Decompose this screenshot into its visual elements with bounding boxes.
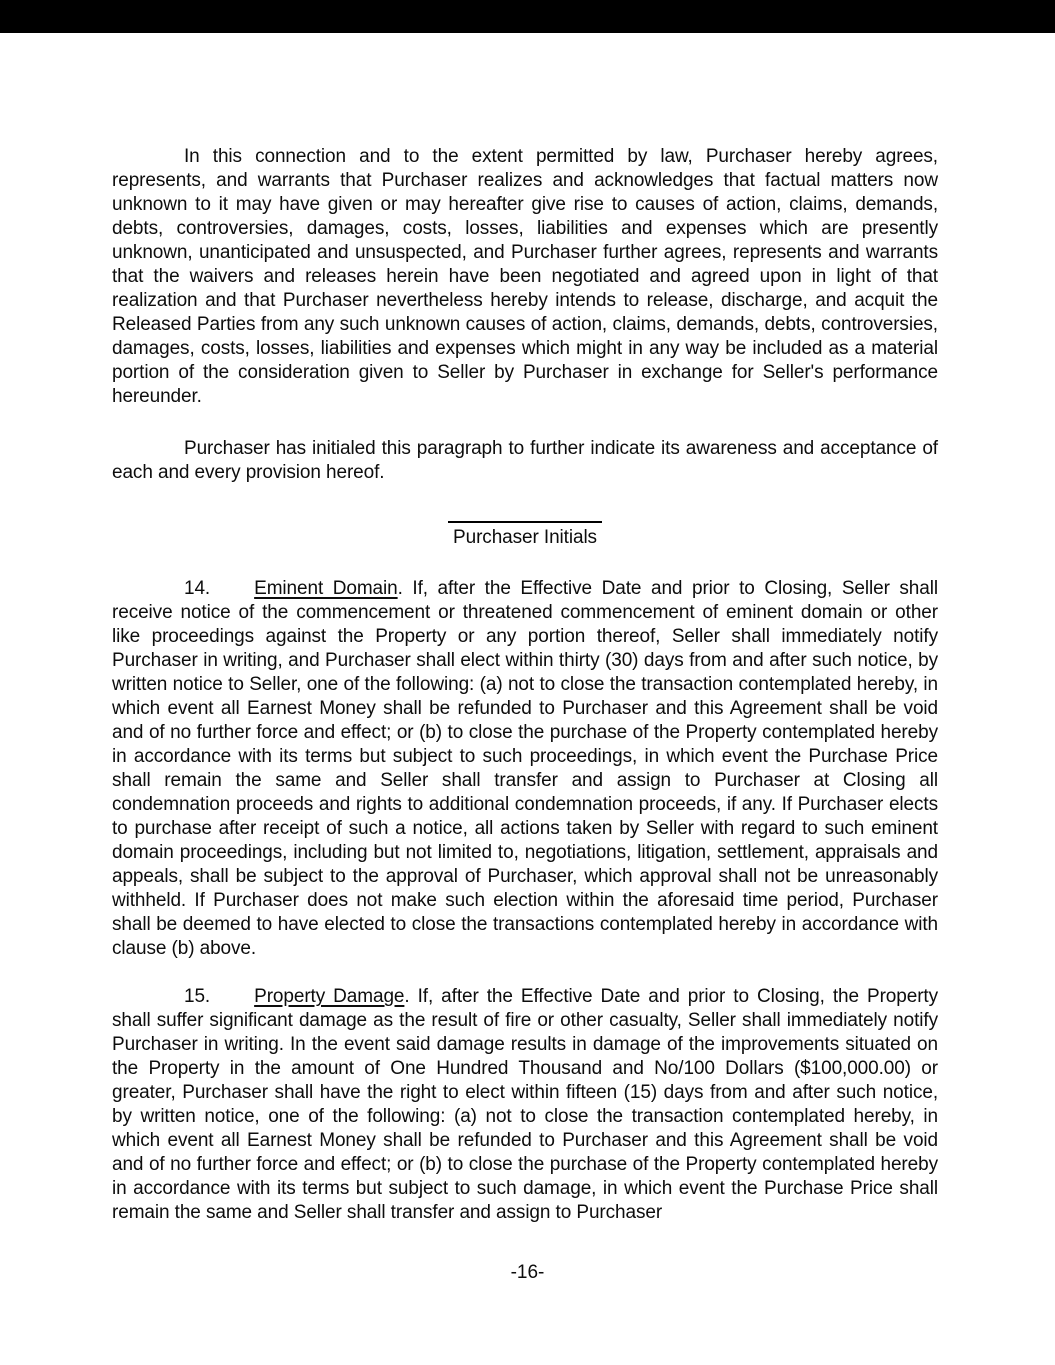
section-14-number: 14. [184,578,211,599]
purchaser-initials-block [446,521,604,551]
paragraph-initialed-statement: Purchaser has initialed this paragraph to further indicate its awareness and acceptance of each and every provision hereof. [112,438,938,483]
purchaser-initials-label: Purchaser Initials [453,527,597,548]
section-14-body: . If, after the Effective Date and prior to Closing, Seller shall receive notice of the commencement or threatened commencement of eminent domain or other like proceedings against the Property or any portion thereof, Seller shall immediately notify Purchaser in writing, and Purchaser shall elect within thirty (30) days from and after such notice, by written notice to Seller, one of the following: (a) not to close the transaction contemplated hereby, in which event all Earnest Money shall be refunded to Purchaser and this Agreement shall be void and of no further force and effect; or (b) to close the purchase of the Property contemplated hereby in accordance with its terms but subject to such proceedings, in which event the Purchase Price shall remain the same and Seller shall transfer and assign to Purchaser at Closing all condemnation proceeds and rights to additional condemnation proceeds, if any. If Purchaser elects to purchase after receipt of such a notice, all actions taken by Seller with regard to such eminent domain proceedings, including but not limited to, negotiations, litigation, settlement, appraisals and appeals, shall be subject to the approval of Purchaser, which approval shall not be unreasonably withheld. If Purchaser does not make such election within the aforesaid time period, Purchaser shall be deemed to have elected to close the transactions contemplated hereby in accordance with clause (b) above. [112,578,938,959]
document-page [112,145,938,1225]
section-15-paragraph [112,985,938,1225]
scan-artifact-bar [0,0,1055,33]
purchaser-initials-line [448,521,602,523]
section-15-number: 15. [184,986,211,1007]
paragraph-release: In this connection and to the extent permitted by law, Purchaser hereby agrees, represents, and warrants that Purchaser realizes and acknowledges that factual matters now unknown to it may have given or may hereafter give rise to causes of action, claims, demands, debts, controversies, damages, costs, losses, liabilities and expenses which are presently unknown, unanticipated and unsuspected, and Purchaser further agrees, represents and warrants that the waivers and releases herein have been negotiated and agreed upon in light of that realization and that Purchaser nevertheless hereby intends to release, discharge, and acquit the Released Parties from any such unknown causes of action, claims, demands, debts, controversies, damages, costs, losses, liabilities and expenses which might in any way be included as a material portion of the consideration given to Seller by Purchaser in exchange for Seller's performance hereunder. [112,146,938,407]
page-number: -16- [510,1262,545,1283]
section-15-body: . If, after the Effective Date and prior to Closing, the Property shall suffer significant damage as the result of fire or other casualty, Seller shall immediately notify Purchaser in writing. In the event said damage results in damage of the improvements situated on the Property in the amount of One Hundred Thousand and No/100 Dollars ($100,000.00) or greater, Purchaser shall have the right to elect within fifteen (15) days from and after such notice, by written notice, one of the following: (a) not to close the transaction contemplated hereby, in which event all Earnest Money shall be refunded to Purchaser and this Agreement shall be void and of no further force and effect; or (b) to close the purchase of the Property contemplated hereby in accordance with its terms but subject to such damage, in which event the Purchase Price shall remain the same and Seller shall transfer and assign to Purchaser [112,986,939,1223]
section-14-paragraph [112,577,938,961]
section-15-title: Property Damage [254,986,405,1007]
section-14-title: Eminent Domain [254,578,398,599]
